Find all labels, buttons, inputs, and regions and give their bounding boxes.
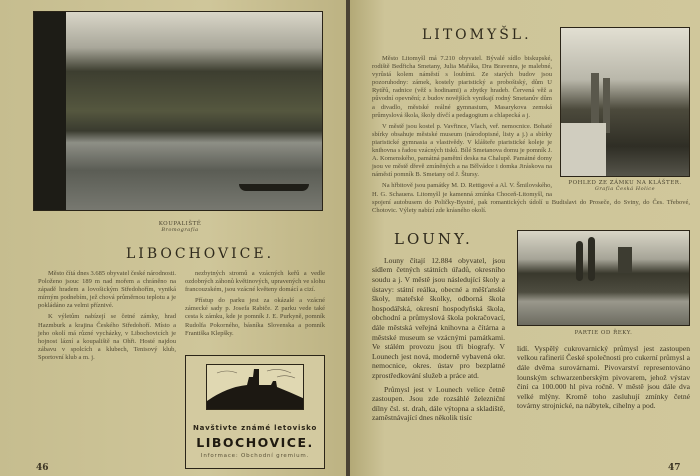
caption-text: POHLED ZE ZÁMKU NA KLÁŠTER. xyxy=(568,180,682,186)
litomysl-section xyxy=(372,27,690,218)
louny-right-column xyxy=(517,230,690,427)
right-page-content xyxy=(372,22,690,427)
paragraph: lidí. Vyspělý cukrovarnický průmysl jest zastoupen velkou rafinerií České společnosti pro cukerní průmysl a dále dvěma surovárnami. Pivovarství representováno lounským schwarzenberským pivovarem, jehož výstav činí ca 100.000 hl piva ročně. V městě jsou dále dva velké mlýny. Kromě toho zasluhují zmínky četné továrny strojnické, na nábytek, cihelny a pod. xyxy=(517,343,690,411)
section-title-louny: LOUNY. xyxy=(394,229,473,248)
section-title-libochovice: LIBOCHOVICE. xyxy=(126,246,275,262)
louny-left-column xyxy=(372,230,505,427)
photo-block-monastery xyxy=(560,27,690,192)
caption-credit: Bromografia xyxy=(161,227,199,233)
photo-river xyxy=(517,230,690,326)
paragraph: Průmysl jest v Lounech velice četně zastoupen. Jsou zde rozsáhlé železniční dílny čsl. st. drah, dále výtopna a skladiště, zaměstnávající dnes několik tisíc xyxy=(372,384,505,423)
church-silhouette xyxy=(618,247,632,273)
paragraph: Město Litomyšl má 7.210 obyvatel. Bývalé sídlo biskupské, rodiště Bedřicha Smetany, Julia Mařáka, Dra Bravenra, je malebné, vyrůstá kolem náměstí s loubími. Ze starých budov jsou pozoruhodny: zámek, kostely piaristický a proboštský, dům U Rytířů, radnice (věž s hodinami) a zbytky hradeb. Červená věž a původní opevnění; z budov novějších vynikají rodný Smetanův dům a divadlo, městské reálné gymnasium, Masarykova zemská průmyslová škola, školy dívčí a pedagogium a chlapecká a j. xyxy=(372,55,552,119)
photo-swimming-area xyxy=(33,11,323,211)
poplar-tree xyxy=(576,241,583,281)
ad-headline: LIBOCHOVICE. xyxy=(196,435,314,450)
text-column-1 xyxy=(38,270,176,365)
photo-caption: PARTIE OD ŘEKY. xyxy=(574,329,633,336)
boat xyxy=(239,184,309,191)
photo-caption xyxy=(130,221,230,233)
caption-credit: Grafia Česká Holice xyxy=(594,186,656,192)
caption-text: KOUPALIŠTĚ xyxy=(158,221,202,227)
paragraph: K výletům nabízejí se četné zámky, hrad Hazmburk a krajina Českého Středohoří. Místo a jeho okolí má různé vycházky, v Libochovicích je hojnost lázní a koupaliště na Ohři. Hosté najdou zábavu v spolcích a klubech, Tenisový klub, Sportovní klub a m. j. xyxy=(38,313,176,361)
page-number: 46 xyxy=(36,463,49,473)
paragraph: Louny čítají 12.884 obyvatel, jsou sídlem četných státních úřadů, okresního soudu a j. V městě jsou následující školy a ústavy: státní reálka, obecné a měšťanské školy, mateřské školky, odborná škola hospodářská, okresní hospodyňská škola, obchodní a průmyslová škola pokračovací, dále městská veřejná knihovna a čítárna a městské museum se vzácnými památkami. Ve stálém provozu jsou tři biografy. V Lounech jest nová, moderně vybavená okr. nemocnice, okres. ústav pro bezplatné zprostředkování služeb a práce atd. xyxy=(372,255,505,380)
tree-shadow xyxy=(34,12,66,211)
left-page xyxy=(0,0,346,476)
photo-monastery-view xyxy=(560,27,690,177)
paragraph: Na hřbitově jsou památky M. D. Rettigové a Al. V. Šmilovského, H. G. Schauera. Litomyšl je kamenná zmínka Choceň-Litomyšl, na spojení autobusem do Poličky-Bystré, pak romantických údolí u Budislavi do Proseče, do Sviny, do Čes. Třebové, Chotovic. Výlety nabízí zde krásného okolí. xyxy=(372,182,690,214)
advertisement-libochovice xyxy=(185,355,325,469)
paragraph: V městě jsou kostel p. Vavřince, Vlach, veř. nemocnice. Bohaté sbírky obsahuje městské museum (národopisné, listy a j.) a sbírky piaristické gymnasia a vlastivědy. V klášteře piaristické koleje je knihovna s řadou vzácných tisků. Bílé Smetanova domu je pomník J. A. Komenského, památná pamětní deska na Chalupě. Památné domy jsou ve městě dřevě zmíněných a na Bělvádce i domka Jiráskova na náměstí pomník B. Smetany od J. Štursy. xyxy=(372,122,552,179)
paragraph: Přístup do parku jest za okázalé a vzácné zámecké sady p. Josefa Rabiče. Z parku vede také cesta k zámku, kde je pomník J. E. Purkyně, pomník Rudolfa Pokorného, básníka Slovenska a pomník Františka Klepšky. xyxy=(185,297,325,337)
ad-line-1: Navštivte známé letovisko xyxy=(192,424,318,432)
louny-section xyxy=(372,230,690,427)
photo-caption xyxy=(560,180,690,192)
section-title-litomysl: LITOMYŠL. xyxy=(422,27,532,43)
paragraph: Město čítá dnes 3.685 obyvatel české národnosti. Položeno jsouc 189 m nad mořem a chráněno na západě hradem a lovošickým Středohořím, vyniká mírným podnebím, jež chová průměrnou teplotu a je pokládáno za velmi příznivé. xyxy=(38,270,176,310)
page-number: 47 xyxy=(668,463,681,473)
castle-hill-illustration xyxy=(206,364,304,410)
building xyxy=(561,123,606,177)
poplar-tree xyxy=(588,237,595,281)
right-page xyxy=(350,0,700,476)
paragraph: nezbytných stromů a vzácných keřů a vedle ozdobných záhonů květinových, upravených ve slohu francouzském, jsou vzácné květeny domácí a cizí. xyxy=(185,270,325,294)
text-column-louny-1 xyxy=(372,256,505,423)
text-column-2 xyxy=(185,270,325,341)
text-column-louny-2 xyxy=(517,344,690,411)
ad-info: Informace: Obchodní gremium. xyxy=(200,453,310,459)
